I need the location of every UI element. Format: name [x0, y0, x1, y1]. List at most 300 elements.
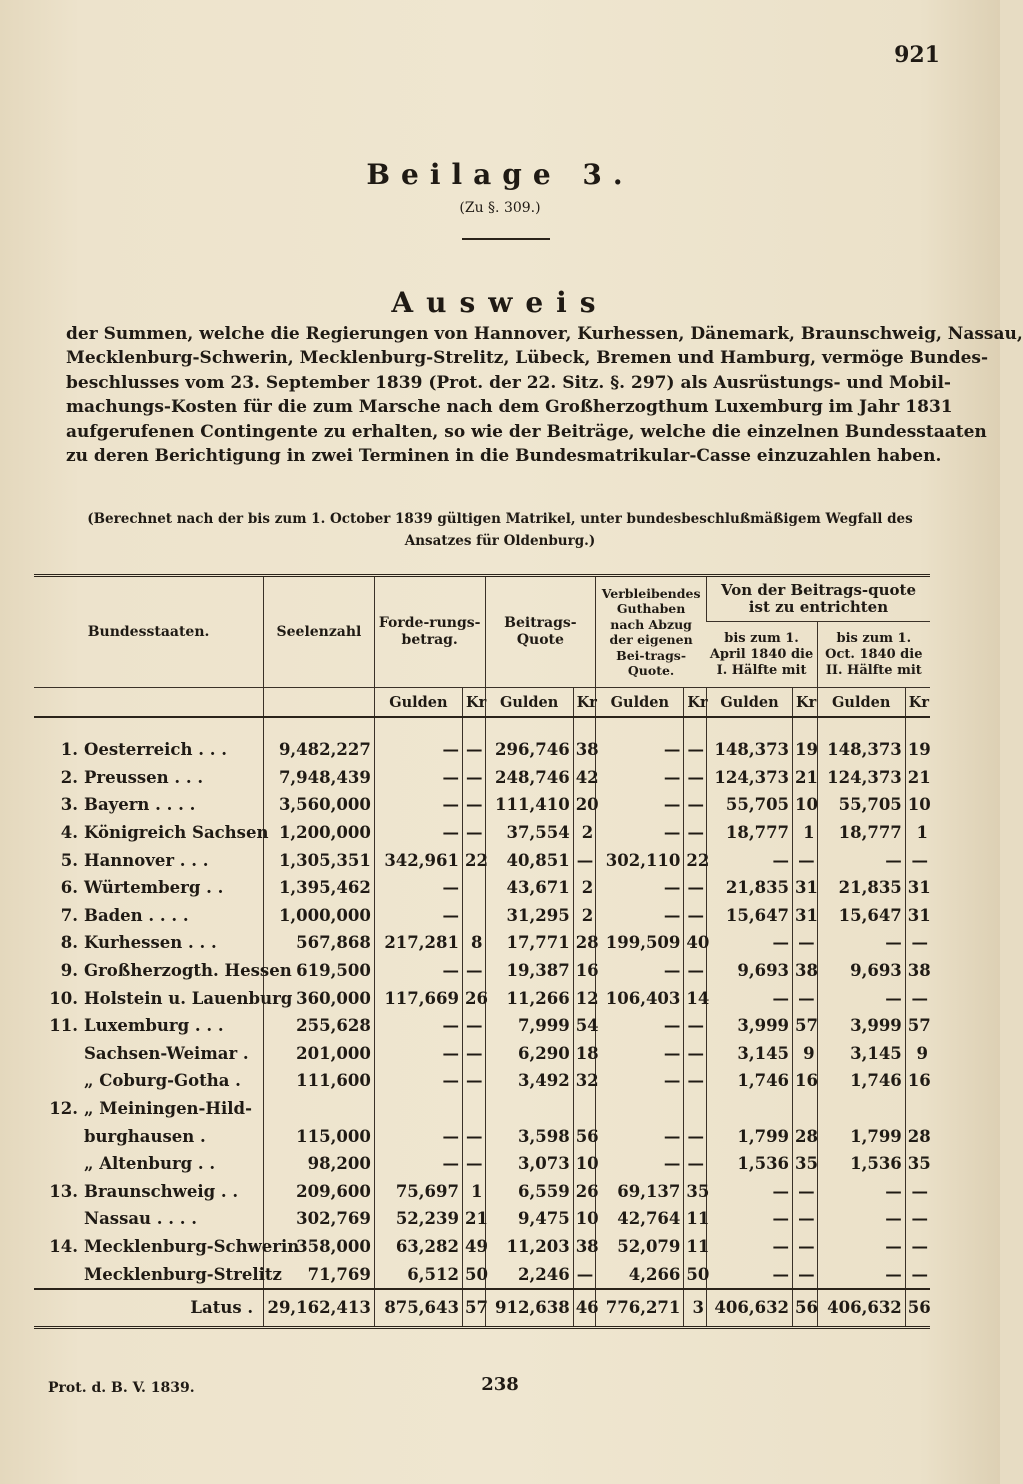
cell-t1-k: 31 — [793, 874, 818, 902]
state-cell — [34, 736, 264, 764]
table-row — [34, 791, 930, 819]
cell-claim-k — [462, 902, 485, 930]
cell-t2-g — [817, 1095, 905, 1123]
cell-pop: 7,948,439 — [264, 764, 375, 792]
cell-t2-g: 124,373 — [817, 764, 905, 792]
cell-claim-k: — — [462, 957, 485, 985]
cell-claim-k: — — [462, 1150, 485, 1178]
cell-rem-k: — — [684, 791, 707, 819]
cell-t1-k: — — [793, 984, 818, 1012]
cell-pop: 115,000 — [264, 1122, 375, 1150]
cell-t1-k: 38 — [793, 957, 818, 985]
cell-rem-g: — — [596, 874, 684, 902]
row-index: 1. — [60, 740, 78, 760]
unit-gulden: Gulden — [596, 688, 684, 718]
cell-quota-k: 32 — [573, 1067, 596, 1095]
table-row — [34, 984, 930, 1012]
cell-pop: 3,560,000 — [264, 791, 375, 819]
cell-claim-g: 63,282 — [374, 1233, 462, 1261]
page-number: 921 — [894, 42, 940, 68]
state-cell — [34, 846, 264, 874]
cell-quota-k: 56 — [573, 1122, 596, 1150]
cell-t1-k: 57 — [793, 1012, 818, 1040]
cell-quota-g: 296,746 — [485, 736, 573, 764]
total-t2-k: 56 — [905, 1289, 930, 1328]
row-index: 2. — [60, 767, 78, 787]
cell-quota-k: 2 — [573, 874, 596, 902]
header-quota: Beitrags-Quote — [485, 576, 596, 688]
cell-quota-k: 20 — [573, 791, 596, 819]
state-cell — [34, 819, 269, 847]
cell-rem-k: 11 — [684, 1233, 707, 1261]
cell-quota-g: 3,598 — [485, 1122, 573, 1150]
cell-t2-k: 16 — [905, 1067, 930, 1095]
cell-pop: 201,000 — [264, 1040, 375, 1068]
cell-t2-g: 15,647 — [817, 902, 905, 930]
cell-claim-k: 50 — [462, 1260, 485, 1289]
unit-kreuzer: Kr — [573, 688, 596, 718]
heading-divider — [462, 238, 550, 240]
cell-t1-k: 9 — [793, 1040, 818, 1068]
cell-pop: 98,200 — [264, 1150, 375, 1178]
cell-claim-g: 117,669 — [374, 984, 462, 1012]
cell-claim-k: 22 — [462, 846, 485, 874]
cell-t2-k: 19 — [905, 736, 930, 764]
cell-t2-k: 31 — [905, 874, 930, 902]
row-index: 14. — [49, 1236, 78, 1256]
units-blank — [264, 688, 375, 718]
cell-t1-g: 148,373 — [706, 736, 792, 764]
cell-t2-k: 10 — [905, 791, 930, 819]
cell-rem-k: 14 — [684, 984, 707, 1012]
total-quota-g: 912,638 — [485, 1289, 573, 1328]
cell-claim-g: 6,512 — [374, 1260, 462, 1289]
cell-t1-g: 3,145 — [706, 1040, 792, 1068]
cell-quota-g: 43,671 — [485, 874, 573, 902]
cell-t1-g: — — [706, 1260, 792, 1289]
state-cell — [34, 1233, 300, 1261]
cell-quota-g: 11,266 — [485, 984, 573, 1012]
state-name: Braunschweig . . — [84, 1181, 239, 1201]
cell-pop: 71,769 — [264, 1260, 375, 1289]
state-name: Bayern . . . . — [84, 795, 196, 815]
row-index: 11. — [49, 1016, 78, 1036]
cell-t1-k: — — [793, 1260, 818, 1289]
total-claim-g: 875,643 — [374, 1289, 462, 1328]
cell-t1-g: 21,835 — [706, 874, 792, 902]
state-name: Oesterreich . . . — [84, 740, 227, 760]
cell-rem-g: — — [596, 1012, 684, 1040]
cell-t2-g: 21,835 — [817, 874, 905, 902]
cell-t1-k: 31 — [793, 902, 818, 930]
cell-t2-g: 18,777 — [817, 819, 905, 847]
cell-rem-g: — — [596, 957, 684, 985]
cell-t1-g: 55,705 — [706, 791, 792, 819]
state-cell — [34, 1260, 282, 1289]
cell-pop: 209,600 — [264, 1178, 375, 1206]
cell-claim-g: 75,697 — [374, 1178, 462, 1206]
contributions-table — [34, 574, 930, 1329]
cell-pop: 111,600 — [264, 1067, 375, 1095]
total-claim-k: 57 — [462, 1289, 485, 1328]
cell-t2-g: — — [817, 1260, 905, 1289]
cell-rem-k: — — [684, 736, 707, 764]
state-name: Preussen . . . — [84, 767, 204, 787]
cell-pop: 9,482,227 — [264, 736, 375, 764]
cell-pop: 619,500 — [264, 957, 375, 985]
state-cell — [34, 791, 264, 819]
cell-rem-k: 40 — [684, 929, 707, 957]
cell-t2-g: 1,746 — [817, 1067, 905, 1095]
cell-quota-k: 28 — [573, 929, 596, 957]
cell-claim-k: — — [462, 764, 485, 792]
cell-claim-g: 52,239 — [374, 1205, 462, 1233]
cell-t1-g: 124,373 — [706, 764, 792, 792]
cell-t2-g: — — [817, 1178, 905, 1206]
cell-claim-k — [462, 874, 485, 902]
cell-rem-g: 106,403 — [596, 984, 684, 1012]
table-row — [34, 902, 930, 930]
state-cell — [34, 1150, 264, 1178]
row-index: 3. — [60, 795, 78, 815]
state-cell — [34, 984, 293, 1012]
unit-kreuzer: Kr — [462, 688, 485, 718]
cell-t2-k: 9 — [905, 1040, 930, 1068]
cell-quota-g: 2,246 — [485, 1260, 573, 1289]
cell-rem-g: — — [596, 819, 684, 847]
cell-t2-k: 38 — [905, 957, 930, 985]
cell-t1-g: 15,647 — [706, 902, 792, 930]
cell-t2-g: — — [817, 1233, 905, 1261]
cell-rem-k: — — [684, 1150, 707, 1178]
cell-rem-g: 42,764 — [596, 1205, 684, 1233]
cell-quota-g: 40,851 — [485, 846, 573, 874]
cell-t1-k: 21 — [793, 764, 818, 792]
cell-t1-k: 35 — [793, 1150, 818, 1178]
cell-t2-g: 1,536 — [817, 1150, 905, 1178]
note-line: Ansatzes für Oldenburg.) — [404, 533, 596, 549]
table-row — [34, 1012, 930, 1040]
table-row — [34, 1122, 930, 1150]
cell-t1-k: 28 — [793, 1122, 818, 1150]
cell-quota-k: 2 — [573, 819, 596, 847]
table-row — [34, 1040, 930, 1068]
cell-t1-k: — — [793, 846, 818, 874]
total-t2-g: 406,632 — [817, 1289, 905, 1328]
cell-rem-g — [596, 1095, 684, 1123]
cell-rem-k: 35 — [684, 1178, 707, 1206]
total-pop: 29,162,413 — [264, 1289, 375, 1328]
state-name: Mecklenburg-Schwerin — [84, 1236, 300, 1256]
cell-rem-g: — — [596, 1122, 684, 1150]
note-line: (Berechnet nach der bis zum 1. October 1839 gültigen Matrikel, unter bundesbeschlußmäßigem Wegfall des — [87, 511, 913, 527]
cell-t1-k: — — [793, 1233, 818, 1261]
cell-t1-g: — — [706, 929, 792, 957]
cell-t2-k: 1 — [905, 819, 930, 847]
cell-t1-g: 3,999 — [706, 1012, 792, 1040]
header-term-1: bis zum 1. April 1840 die I. Hälfte mit — [706, 622, 817, 688]
header-population: Seelenzahl — [264, 576, 375, 688]
cell-pop: 1,000,000 — [264, 902, 375, 930]
cell-rem-g: — — [596, 902, 684, 930]
cell-rem-g: 69,137 — [596, 1178, 684, 1206]
cell-t1-g: 18,777 — [706, 819, 792, 847]
cell-pop: 360,000 — [264, 984, 375, 1012]
state-name: Königreich Sachsen — [84, 823, 269, 843]
row-index: 9. — [60, 961, 78, 981]
unit-kreuzer: Kr — [905, 688, 930, 718]
unit-gulden: Gulden — [374, 688, 462, 718]
state-name: Großherzogth. Hessen — [84, 961, 292, 981]
cell-t1-g: — — [706, 1178, 792, 1206]
cell-claim-k: 49 — [462, 1233, 485, 1261]
state-cell — [34, 1040, 264, 1068]
cell-claim-g: 217,281 — [374, 929, 462, 957]
cell-rem-k: — — [684, 764, 707, 792]
cell-t2-g: 3,999 — [817, 1012, 905, 1040]
cell-t2-k: — — [905, 929, 930, 957]
cell-quota-k: 26 — [573, 1178, 596, 1206]
cell-rem-g: 52,079 — [596, 1233, 684, 1261]
cell-rem-g: — — [596, 1150, 684, 1178]
cell-quota-k: 54 — [573, 1012, 596, 1040]
appendix-heading: Beilage 3. — [366, 158, 634, 191]
cell-quota-k: 38 — [573, 736, 596, 764]
cell-claim-g: — — [374, 1040, 462, 1068]
cell-rem-k: — — [684, 1012, 707, 1040]
cell-rem-k: 11 — [684, 1205, 707, 1233]
cell-t1-k: — — [793, 1205, 818, 1233]
total-t1-g: 406,632 — [706, 1289, 792, 1328]
state-name: Holstein u. Lauenburg — [84, 988, 293, 1008]
state-cell — [34, 957, 292, 985]
cell-t2-k: 31 — [905, 902, 930, 930]
cell-quota-k: 16 — [573, 957, 596, 985]
cell-rem-k: — — [684, 902, 707, 930]
state-cell — [34, 929, 264, 957]
row-index: 13. — [49, 1181, 78, 1201]
state-cell — [34, 902, 264, 930]
cell-rem-g: 302,110 — [596, 846, 684, 874]
state-name: Sachsen-Weimar . — [84, 1043, 249, 1063]
cell-claim-g: — — [374, 902, 462, 930]
state-cell — [34, 1095, 264, 1123]
cell-claim-g: — — [374, 1122, 462, 1150]
cell-rem-g: — — [596, 791, 684, 819]
cell-quota-g: 111,410 — [485, 791, 573, 819]
state-name: burghausen . — [84, 1126, 206, 1146]
cell-claim-g: 342,961 — [374, 846, 462, 874]
cell-quota-g: 7,999 — [485, 1012, 573, 1040]
cell-t2-g: — — [817, 846, 905, 874]
cell-rem-k: — — [684, 1040, 707, 1068]
intro-line: machungs-Kosten für die zum Marsche nach dem Großherzogthum Luxemburg im Jahr 1831 — [66, 397, 953, 418]
cell-t1-g: 1,799 — [706, 1122, 792, 1150]
table-row — [34, 819, 930, 847]
table-row — [34, 846, 930, 874]
cell-t1-g: 1,746 — [706, 1067, 792, 1095]
cell-pop — [264, 1095, 375, 1123]
cell-t2-k — [905, 1095, 930, 1123]
cell-claim-g: — — [374, 1067, 462, 1095]
cell-quota-g: 11,203 — [485, 1233, 573, 1261]
cell-claim-k: 26 — [462, 984, 485, 1012]
cell-t2-k: — — [905, 846, 930, 874]
cell-t1-g: 9,693 — [706, 957, 792, 985]
state-name: Würtemberg . . — [84, 878, 224, 898]
intro-paragraph — [66, 322, 1023, 468]
table-row — [34, 929, 930, 957]
table-row — [34, 1233, 930, 1261]
cell-t2-k: — — [905, 1178, 930, 1206]
cell-rem-k: 50 — [684, 1260, 707, 1289]
cell-t1-k: 16 — [793, 1067, 818, 1095]
intro-line: der Summen, welche die Regierungen von Hannover, Kurhessen, Dänemark, Braunschweig, Nassau, — [66, 324, 1023, 344]
cell-t1-g: — — [706, 1205, 792, 1233]
cell-t1-g: — — [706, 1233, 792, 1261]
cell-rem-k — [684, 1095, 707, 1123]
cell-claim-g: — — [374, 1012, 462, 1040]
table-row — [34, 1067, 930, 1095]
cell-claim-g: — — [374, 791, 462, 819]
cell-claim-k: — — [462, 791, 485, 819]
table-row — [34, 1178, 930, 1206]
header-states: Bundesstaaten. — [34, 576, 264, 688]
cell-t1-k: 1 — [793, 819, 818, 847]
row-index: 5. — [60, 850, 78, 870]
cell-rem-g: — — [596, 764, 684, 792]
cell-claim-k: 8 — [462, 929, 485, 957]
total-quota-k: 46 — [573, 1289, 596, 1328]
state-cell — [34, 1012, 264, 1040]
cell-quota-g: 6,290 — [485, 1040, 573, 1068]
header-payment-group: Von der Beitrags-quote ist zu entrichten — [706, 576, 930, 622]
state-name: Nassau . . . . — [84, 1209, 197, 1229]
cell-t1-k: — — [793, 1178, 818, 1206]
document-title: Ausweis — [391, 286, 609, 319]
totals-label: Latus . — [34, 1289, 264, 1328]
cell-rem-k: 22 — [684, 846, 707, 874]
cell-quota-g: 6,559 — [485, 1178, 573, 1206]
cell-t1-g: — — [706, 846, 792, 874]
cell-t2-k: — — [905, 1260, 930, 1289]
cell-quota-k: — — [573, 846, 596, 874]
cell-quota-k: 12 — [573, 984, 596, 1012]
row-index: 4. — [60, 823, 78, 843]
row-index: 6. — [60, 878, 78, 898]
cell-pop: 1,395,462 — [264, 874, 375, 902]
appendix-reference: (Zu §. 309.) — [459, 200, 541, 216]
cell-pop: 567,868 — [264, 929, 375, 957]
cell-rem-k: — — [684, 1122, 707, 1150]
cell-t1-g: — — [706, 984, 792, 1012]
unit-gulden: Gulden — [485, 688, 573, 718]
cell-t2-g: — — [817, 1205, 905, 1233]
cell-quota-g — [485, 1095, 573, 1123]
cell-rem-g: — — [596, 736, 684, 764]
cell-claim-k: — — [462, 1122, 485, 1150]
cell-t2-g: 1,799 — [817, 1122, 905, 1150]
cell-t1-g: 1,536 — [706, 1150, 792, 1178]
total-rem-g: 776,271 — [596, 1289, 684, 1328]
footer-sheet-number: 238 — [481, 1374, 519, 1395]
intro-line: aufgerufenen Contingente zu erhalten, so wie der Beiträge, welche die einzelnen Bundesstaaten — [66, 421, 987, 442]
row-index: 8. — [60, 933, 78, 953]
cell-t2-g: — — [817, 929, 905, 957]
cell-t2-k: — — [905, 1233, 930, 1261]
cell-quota-g: 9,475 — [485, 1205, 573, 1233]
cell-quota-g: 248,746 — [485, 764, 573, 792]
header-remaining-credit: Verbleibendes Guthaben nach Abzug der eigenen Bei-trags-Quote. — [596, 576, 707, 688]
footer-protocol: Prot. d. B. V. 1839. — [48, 1380, 195, 1396]
cell-quota-g: 3,492 — [485, 1067, 573, 1095]
cell-rem-g: — — [596, 1040, 684, 1068]
cell-rem-g: 199,509 — [596, 929, 684, 957]
calculation-note — [60, 508, 940, 552]
cell-t2-k: 21 — [905, 764, 930, 792]
cell-claim-g — [374, 1095, 462, 1123]
state-name: Hannover . . . — [84, 850, 209, 870]
cell-t2-k: — — [905, 1205, 930, 1233]
intro-line: zu deren Berichtigung in zwei Terminen in die Bundesmatrikular-Casse einzuzahlen haben. — [66, 446, 942, 467]
table-row — [34, 764, 930, 792]
cell-t2-g: 55,705 — [817, 791, 905, 819]
total-rem-k: 3 — [684, 1289, 707, 1328]
cell-quota-g: 37,554 — [485, 819, 573, 847]
header-term-2: bis zum 1. Oct. 1840 die II. Hälfte mit — [817, 622, 930, 688]
cell-quota-g: 3,073 — [485, 1150, 573, 1178]
cell-t2-k: 57 — [905, 1012, 930, 1040]
unit-gulden: Gulden — [706, 688, 792, 718]
state-cell — [34, 1205, 264, 1233]
cell-pop: 358,000 — [264, 1233, 375, 1261]
cell-quota-k: 38 — [573, 1233, 596, 1261]
cell-rem-k: — — [684, 957, 707, 985]
intro-line: Mecklenburg-Schwerin, Mecklenburg-Strelitz, Lübeck, Bremen und Hamburg, vermöge Bundes- — [66, 348, 989, 369]
state-name: Baden . . . . — [84, 905, 189, 925]
intro-line: beschlusses vom 23. September 1839 (Prot. der 22. Sitz. §. 297) als Ausrüstungs- und Mobil- — [66, 372, 951, 393]
state-name: Luxemburg . . . — [84, 1016, 224, 1036]
cell-t2-g: — — [817, 984, 905, 1012]
cell-quota-k: 2 — [573, 902, 596, 930]
state-cell — [34, 1122, 264, 1150]
cell-claim-k: 21 — [462, 1205, 485, 1233]
cell-rem-k: — — [684, 1067, 707, 1095]
cell-quota-k: 10 — [573, 1150, 596, 1178]
row-index: 7. — [60, 905, 78, 925]
cell-quota-g: 17,771 — [485, 929, 573, 957]
unit-gulden: Gulden — [817, 688, 905, 718]
cell-claim-g: — — [374, 736, 462, 764]
cell-quota-k: — — [573, 1260, 596, 1289]
totals-row — [34, 1289, 930, 1328]
state-name: „ Meiningen-Hild- — [84, 1099, 252, 1119]
units-blank — [34, 688, 264, 718]
table-row — [34, 1260, 930, 1289]
row-index: 10. — [49, 988, 78, 1008]
cell-quota-k: 18 — [573, 1040, 596, 1068]
cell-rem-g: — — [596, 1067, 684, 1095]
cell-claim-k: — — [462, 1040, 485, 1068]
cell-t1-g — [706, 1095, 792, 1123]
state-name: Kurhessen . . . — [84, 933, 217, 953]
state-name: Mecklenburg-Strelitz — [84, 1264, 282, 1284]
table-row — [34, 874, 930, 902]
state-cell — [34, 1178, 264, 1206]
cell-claim-k: — — [462, 736, 485, 764]
cell-claim-g: — — [374, 819, 462, 847]
cell-t2-k: 28 — [905, 1122, 930, 1150]
